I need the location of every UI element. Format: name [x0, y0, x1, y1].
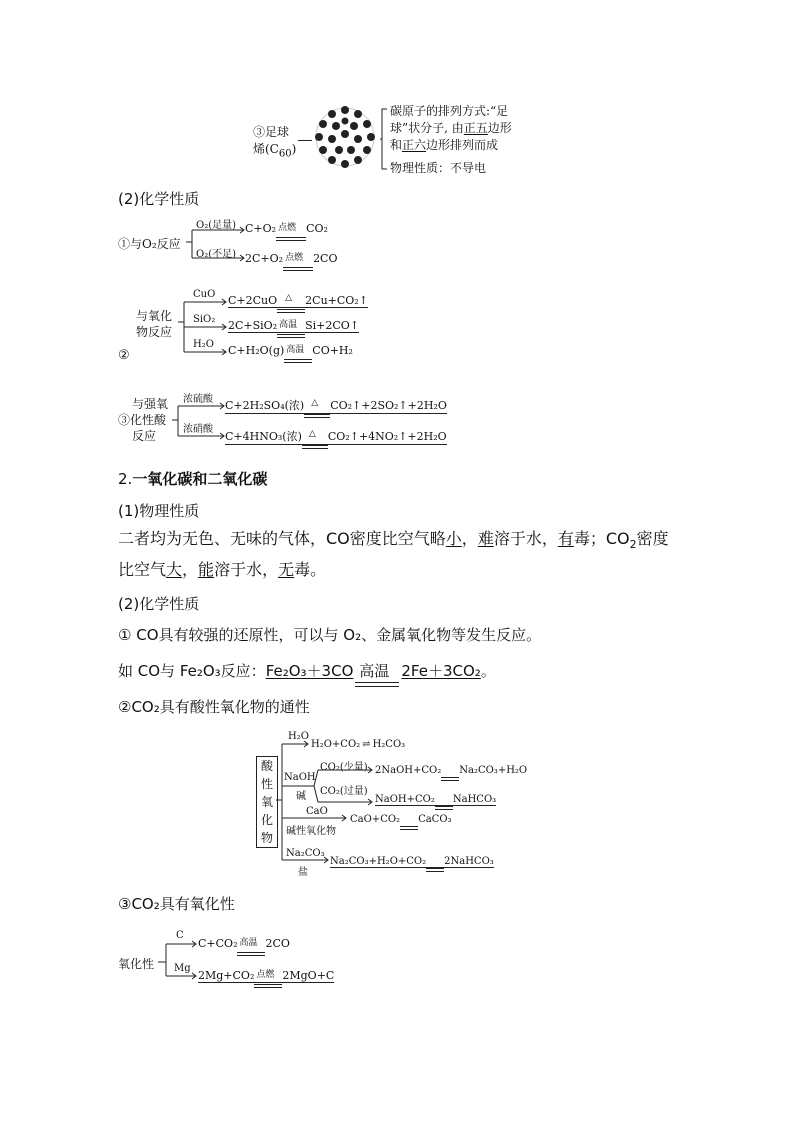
co-reducibility-line: ① CO具有较强的还原性，可以与 O₂、金属氧化物等发生反应。 [118, 626, 542, 644]
oxidizing-eq1: C+CO₂ 高温 2CO [198, 937, 290, 950]
acid-eq1: C+2H₂SO₄(浓) △ CO₂↑+2SO₂↑+2H₂O [225, 397, 447, 414]
o2-reaction-label: ①与O₂反应 [118, 237, 181, 251]
chem-props-heading-2: (2)化学性质 [118, 595, 200, 613]
oxide-b1: CuO [193, 289, 216, 300]
co2-oxidizing-heading: ③CO₂具有氧化性 [118, 895, 235, 913]
c60-molecule-illustration [312, 104, 378, 170]
acidic-cao-label: CaO [306, 806, 328, 817]
c60-label [253, 124, 296, 162]
oxidizing-branch-lines [158, 940, 200, 980]
oxide-b3: H₂O [193, 339, 214, 350]
c60-label-line1: ③足球 [253, 125, 290, 139]
acid-b2: 浓硝酸 [183, 424, 213, 435]
phys-props-heading: (1)物理性质 [118, 502, 200, 520]
oxide-eq2: 2C+SiO₂ 高温 Si+2CO↑ [228, 319, 359, 333]
section-chem-props-1: (2)化学性质 [118, 190, 200, 208]
oxide-reaction-label: 与氧化 物反应 [136, 309, 173, 339]
acid-eq2: C+4HNO₃(浓) △ CO₂↑+4NO₂↑+2H₂O [225, 428, 447, 445]
acidic-cao-eq: CaO+CO₂ CaCO₃ [350, 814, 452, 825]
acidic-h2o-label: H₂O [288, 731, 309, 742]
acidic-naoh-label: NaOH [284, 772, 316, 783]
phys-props-line1: 二者均为无色、无味的气体，CO密度比空气略小，难溶于水，有毒；$CO_2$密度 [118, 529, 669, 552]
o2-branch-excess: O₂(足量) [196, 220, 237, 231]
o2-eq2: 2C+O₂ 点燃 2CO [245, 252, 338, 265]
acidic-less-label: CO₂(少量) [320, 762, 368, 773]
oxidizing-label: 氧化性 [118, 957, 155, 971]
c60-label-line2: 烯$(C_{60})$ [253, 142, 297, 160]
acidic-less-eq: 2NaOH+CO₂ Na₂CO₃+H₂O [375, 765, 527, 776]
c60-brace [380, 108, 388, 170]
acid-b1: 浓硫酸 [183, 394, 213, 405]
oxidizing-eq2: 2Mg+CO₂ 点燃 2MgO+C [198, 969, 334, 983]
acidic-base-label: 碱 [296, 791, 306, 802]
acidic-na2co3-eq: Na₂CO₃+H₂O+CO₂ 2NaHCO₃ [330, 856, 494, 868]
oxide-eq1: C+2CuO △ 2Cu+CO₂↑ [228, 294, 368, 308]
equilibrium-arrow-icon: ⇌ [362, 739, 371, 750]
acidic-salt-label: 盐 [298, 867, 308, 878]
co2-acidic-heading: ②CO₂具有酸性氧化物的通性 [118, 698, 310, 716]
o2-branch-deficient: O₂(不足) [196, 249, 237, 260]
acidic-more-label: CO₂(过量) [320, 786, 368, 797]
acidic-basic-oxide-label: 碱性氧化物 [286, 826, 336, 837]
o2-eq1: C+O₂ 点燃 CO₂ [245, 222, 328, 235]
oxide-b2: SiO₂ [193, 314, 216, 325]
oxidizing-b1: C [176, 930, 184, 941]
acidic-h2o-eq: H₂O+CO₂ ⇌ H₂CO₃ [311, 739, 406, 750]
acidic-na2co3-label: Na₂CO₃ [286, 848, 325, 859]
co-fe2o3-line: 如 CO与 Fe₂O₃反应：Fe₂O₃＋3CO 高温 2Fe＋3CO₂。 [118, 660, 496, 681]
oxide-num: ② [118, 348, 130, 363]
c60-description: 碳原子的排列方式:“足 球”状分子, 由正五边形 和正六边形排列而成 物理性质：不导电 [390, 104, 512, 175]
section2-heading: 2.一氧化碳和二氧化碳 [118, 470, 268, 488]
acidic-oxide-box: 酸 性 氧 化 物 [256, 756, 278, 848]
phys-props-line2: 比空气大，能溶于水，无毒。 [118, 560, 327, 579]
acidic-more-eq: NaOH+CO₂ NaHCO₃ [375, 794, 496, 806]
oxide-eq3: C+H₂O(g) 高温 CO+H₂ [228, 344, 353, 357]
oxidizing-b2: Mg [174, 963, 191, 974]
acid-reaction-label: 与强氧 ③化性酸 反应 [118, 397, 169, 443]
